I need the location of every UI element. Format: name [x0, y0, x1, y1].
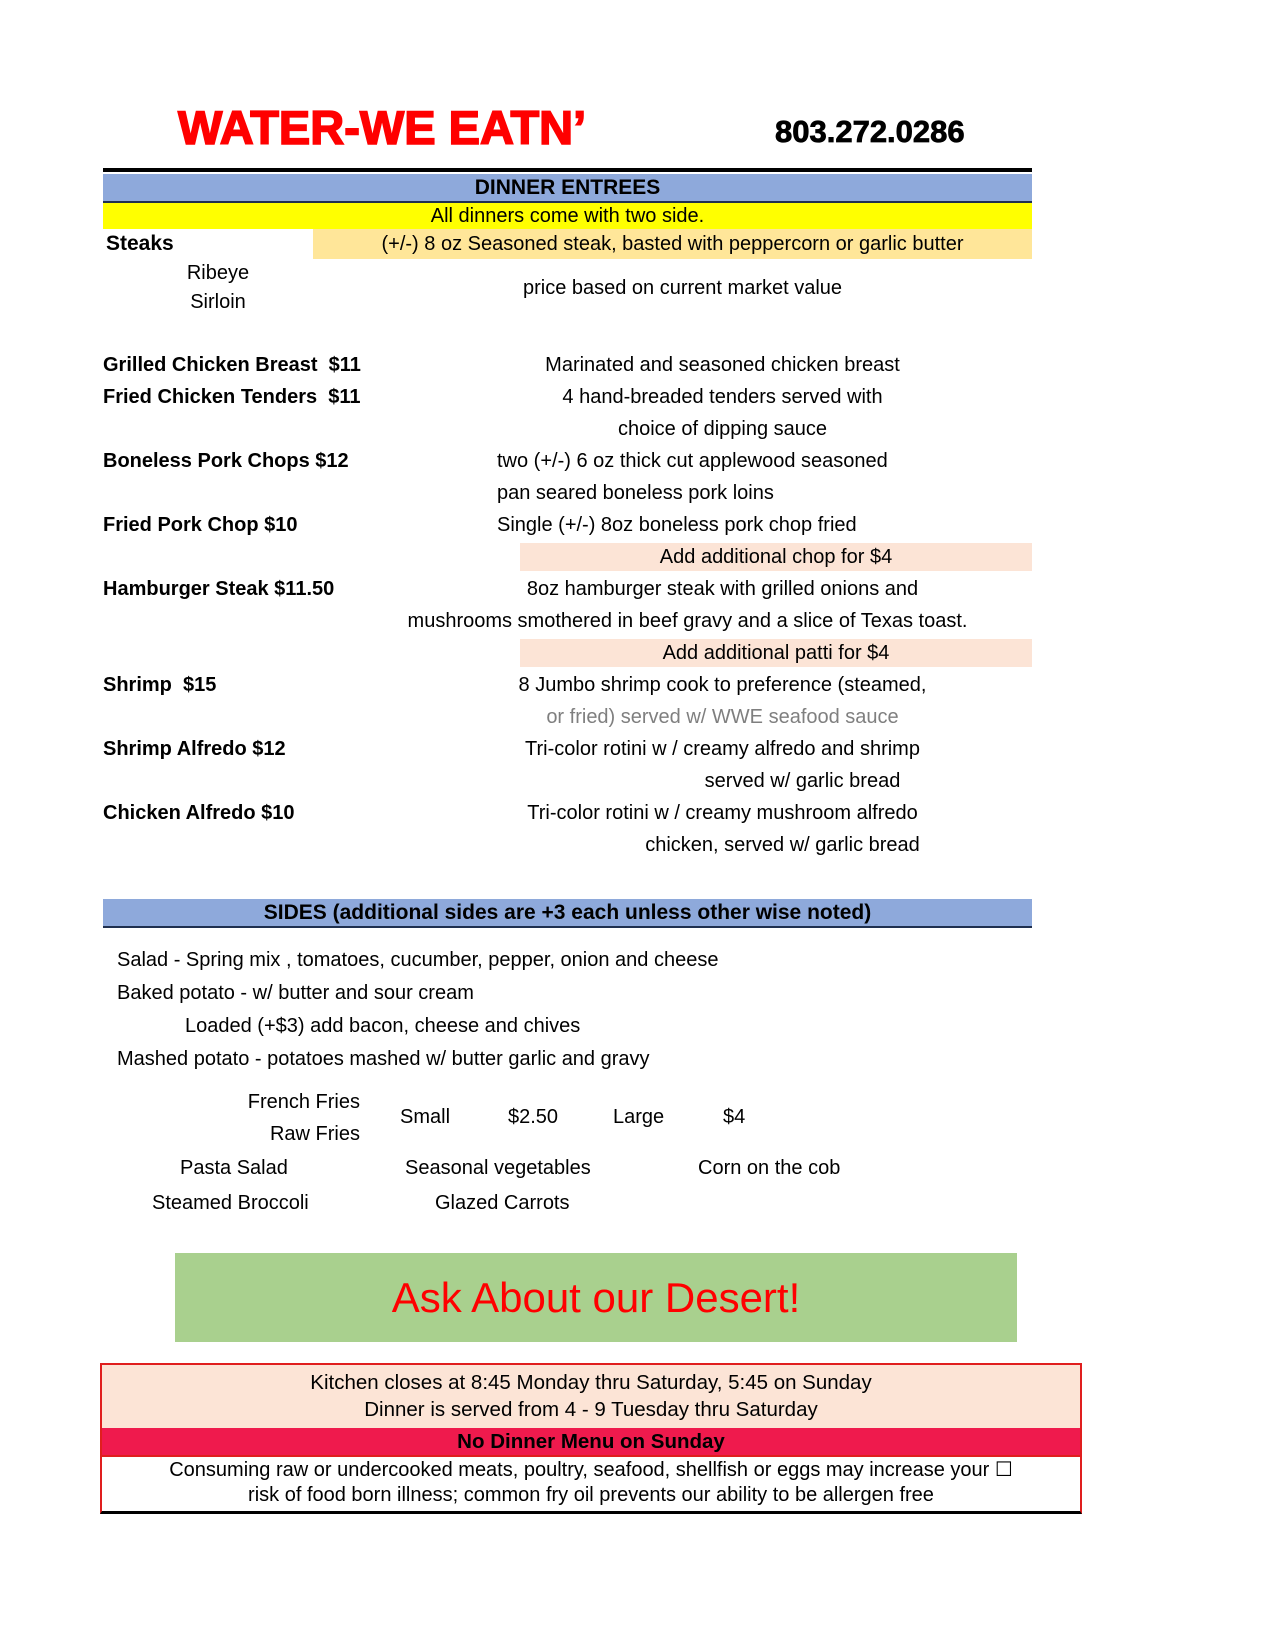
addon-note-chop: Add additional chop for $4	[520, 543, 1032, 571]
steak-pricing-note: price based on current market value	[522, 276, 843, 299]
addon-note-patti: Add additional patti for $4	[520, 639, 1032, 667]
dessert-banner	[175, 1253, 1017, 1342]
item-name-spacer	[103, 829, 413, 861]
menu-item-shrimp-alfredo	[103, 733, 1032, 765]
item-description: two (+/-) 6 oz thick cut applewood seasoned	[497, 450, 888, 472]
dessert-banner-text: Ask About our Desert!	[391, 1273, 801, 1321]
menu-item-boneless-pork-chops-cont	[103, 477, 1032, 509]
item-name: Grilled Chicken Breast $11	[103, 354, 361, 376]
steak-types	[103, 259, 333, 317]
side-item-raw-fries: Raw Fries	[269, 1123, 360, 1145]
side-item-mashed-potato: Mashed potato - potatoes mashed w/ butter garlic and gravy	[117, 1048, 650, 1070]
dinner-entrees-banner: DINNER ENTREES	[103, 174, 1032, 203]
restaurant-title: WATER-WE EATN’	[178, 101, 587, 154]
fries-names	[103, 1086, 360, 1150]
item-name: Fried Chicken Tenders $11	[103, 386, 361, 408]
side-item-pasta-salad: Pasta Salad	[180, 1157, 288, 1179]
item-description: chicken, served w/ garlic bread	[645, 834, 920, 856]
steak-type-sirloin: Sirloin	[190, 291, 246, 313]
item-description: Marinated and seasoned chicken breast	[545, 354, 900, 376]
item-name-spacer	[103, 477, 413, 509]
sides-banner: SIDES (additional sides are +3 each unless other wise noted)	[103, 899, 1032, 928]
item-name-spacer	[103, 701, 413, 733]
menu-item-chicken-tenders	[103, 381, 1032, 413]
fries-price-large: $4	[723, 1106, 746, 1128]
sides-grid-row-1	[103, 1152, 1032, 1187]
item-description: 4 hand-breaded tenders served with	[562, 386, 883, 408]
entree-list	[103, 349, 1032, 861]
menu-item-hamburger-steak	[103, 573, 1032, 605]
kitchen-hours-line1: Kitchen closes at 8:45 Monday thru Saturday, 5:45 on Sunday	[310, 1371, 872, 1394]
item-name: Fried Pork Chop $10	[103, 514, 298, 536]
item-description: 8 Jumbo shrimp cook to preference (steamed,	[518, 674, 927, 696]
hours-and-disclaimer-box	[100, 1363, 1082, 1514]
item-description: choice of dipping sauce	[617, 418, 828, 440]
item-name-spacer	[103, 765, 413, 797]
fries-pricing-block	[103, 1086, 1032, 1152]
item-name: Chicken Alfredo $10	[103, 802, 295, 824]
menu-item-chicken-alfredo-cont	[103, 829, 1032, 861]
item-description: Tri-color rotini w / creamy alfredo and shrimp	[525, 738, 920, 760]
item-description: or fried) served w/ WWE seafood sauce	[546, 706, 899, 728]
sides-grid-row-2	[103, 1187, 1032, 1222]
steaks-note: (+/-) 8 oz Seasoned steak, basted with peppercorn or garlic butter	[313, 229, 1032, 259]
side-item-glazed-carrots: Glazed Carrots	[435, 1192, 570, 1214]
steaks-row	[103, 229, 1032, 259]
menu-body	[103, 168, 1032, 1222]
fries-price-small: $2.50	[508, 1106, 559, 1128]
no-dinner-sunday-banner: No Dinner Menu on Sunday	[102, 1428, 1080, 1455]
menu-item-boneless-pork-chops	[103, 445, 1032, 477]
steak-type-ribeye: Ribeye	[186, 262, 250, 284]
top-divider	[103, 168, 1032, 172]
steak-options	[103, 259, 1032, 317]
disclaimer-line2: risk of food born illness; common fry oil prevents our ability to be allergen free	[248, 1484, 934, 1506]
item-description: Single (+/-) 8oz boneless pork chop fried	[497, 514, 857, 536]
phone-number: 803.272.0286	[775, 114, 965, 149]
item-name-spacer	[103, 413, 413, 445]
side-item-loaded-potato: Loaded (+$3) add bacon, cheese and chives	[185, 1015, 581, 1037]
fries-size-small-label: Small	[400, 1106, 451, 1128]
item-description: 8oz hamburger steak with grilled onions and	[526, 578, 919, 600]
side-item-baked-potato: Baked potato - w/ butter and sour cream	[117, 982, 474, 1004]
food-safety-disclaimer	[102, 1455, 1080, 1511]
menu-item-chicken-tenders-cont	[103, 413, 1032, 445]
side-item-steamed-broccoli: Steamed Broccoli	[152, 1192, 309, 1214]
disclaimer-line1: Consuming raw or undercooked meats, poultry, seafood, shellfish or eggs may increase your ☐	[169, 1459, 1013, 1481]
item-name: Hamburger Steak $11.50	[103, 578, 335, 600]
menu-item-shrimp-alfredo-cont	[103, 765, 1032, 797]
item-description: Tri-color rotini w / creamy mushroom alfredo	[527, 802, 918, 824]
item-description: pan seared boneless pork loins	[497, 482, 774, 504]
kitchen-hours-line2: Dinner is served from 4 - 9 Tuesday thru Saturday	[364, 1398, 818, 1421]
steaks-label: Steaks	[106, 232, 174, 255]
kitchen-hours	[102, 1365, 1080, 1428]
side-item-corn-on-cob: Corn on the cob	[698, 1157, 841, 1179]
item-name: Boneless Pork Chops $12	[103, 450, 349, 472]
menu-item-chicken-alfredo	[103, 797, 1032, 829]
side-item-french-fries: French Fries	[247, 1091, 360, 1113]
item-description-overflow: mushrooms smothered in beef gravy and a slice of Texas toast.	[407, 610, 968, 632]
side-item-seasonal-vegetables: Seasonal vegetables	[405, 1157, 591, 1179]
item-description: served w/ garlic bread	[704, 770, 901, 792]
fries-size-large-label: Large	[613, 1106, 665, 1128]
sides-list	[103, 944, 1032, 1222]
menu-item-grilled-chicken	[103, 349, 1032, 381]
dinner-note-banner: All dinners come with two side.	[103, 203, 1032, 229]
menu-item-shrimp-cont	[103, 701, 1032, 733]
side-item-salad: Salad - Spring mix , tomatoes, cucumber, pepper, onion and cheese	[117, 949, 719, 971]
item-name: Shrimp Alfredo $12	[103, 738, 286, 760]
menu-item-fried-pork-chop	[103, 509, 1032, 541]
item-name: Shrimp $15	[103, 674, 217, 696]
menu-item-shrimp	[103, 669, 1032, 701]
